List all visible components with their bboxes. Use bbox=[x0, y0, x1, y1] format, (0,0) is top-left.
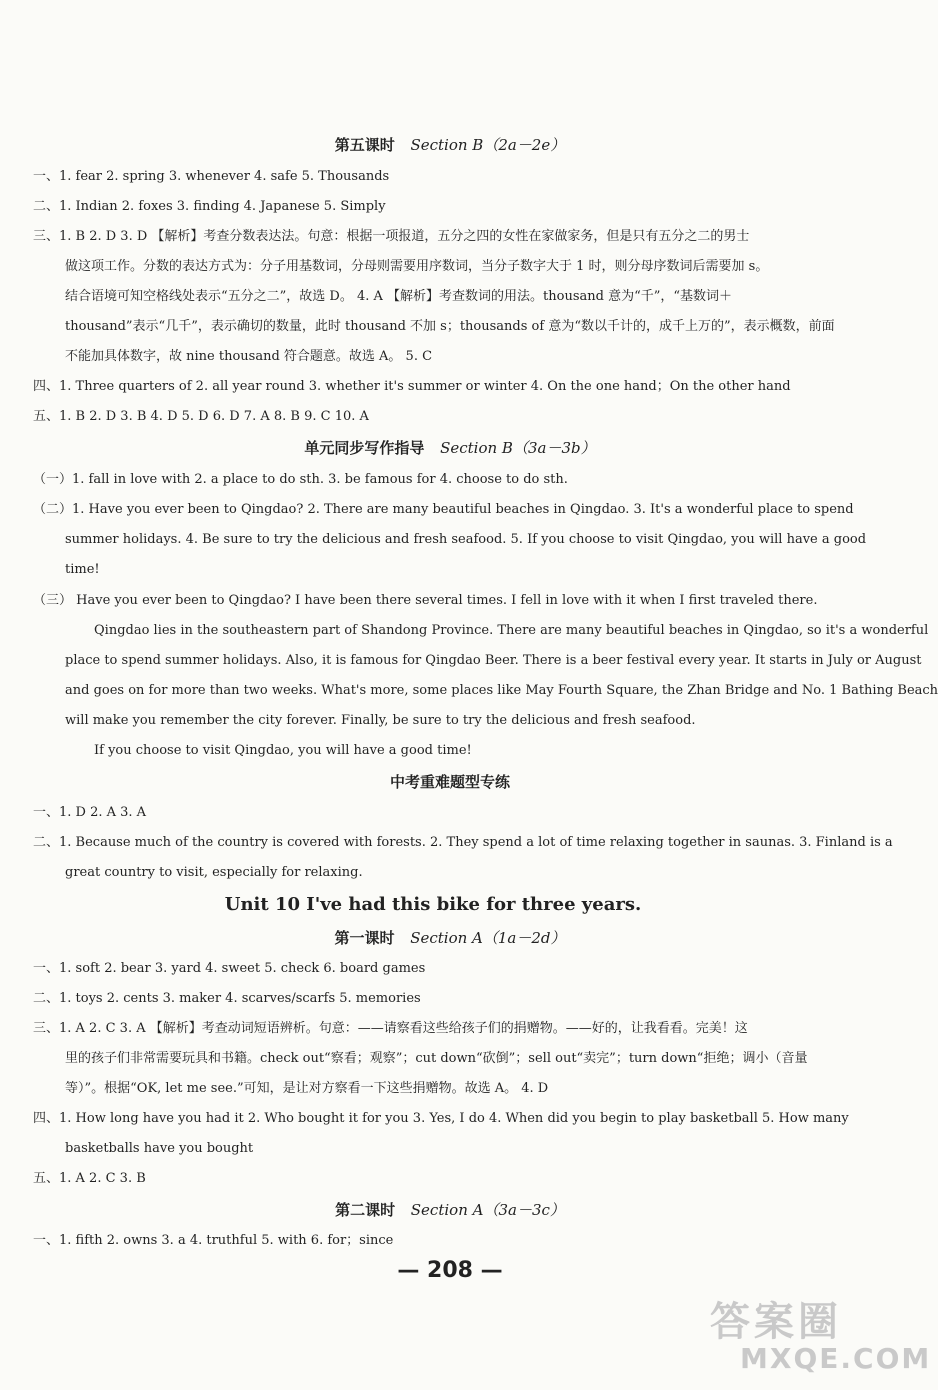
lesson2-title: 第二课时 bbox=[335, 1201, 396, 1219]
answer-line: 不能加具体数字，故 nine thousand 符合题意。故选 A。 5. C bbox=[65, 349, 433, 364]
lesson1-title: 第一课时 bbox=[334, 929, 395, 947]
watermark-logo bbox=[710, 1299, 932, 1380]
answer-line: 一、1. D 2. A 3. A bbox=[33, 805, 147, 820]
answer-line: 四、1. How long have you had it 2. Who bought it for you 3. Yes, I do 4. When did you begin to play basketball 5. How many bbox=[33, 1111, 849, 1126]
answer-line: 结合语境可知空格线处表示“五分之二”，故选 D。 4. A 【解析】考查数词的用法。thousand 意为“千”，“基数词＋ bbox=[65, 289, 733, 304]
answer-line: 里的孩子们非常需要玩具和书籍。check out“察看；观察”；cut down“砍倒”；sell out“卖完”；turn down“拒绝；调小（音量 bbox=[65, 1051, 808, 1066]
lesson5-section: Section B（2a－2e） bbox=[410, 136, 566, 154]
answer-line: basketballs have you bought bbox=[65, 1141, 254, 1156]
answer-line: 二、1. Indian 2. foxes 3. finding 4. Japanese 5. Simply bbox=[33, 199, 386, 214]
unit10-title: Unit 10 I've had this bike for three years. bbox=[224, 894, 642, 915]
answer-line: （二）1. Have you ever been to Qingdao? 2. There are many beautiful beaches in Qingdao. 3. It's a wonderful place to spend bbox=[33, 502, 854, 517]
essay-line: place to spend summer holidays. Also, it is famous for Qingdao Beer. There is a beer festival every year. It starts in July or August bbox=[65, 653, 922, 668]
answer-line: 四、1. Three quarters of 2. all year round 3. whether it's summer or winter 4. On the one hand；On the other hand bbox=[33, 379, 791, 394]
writing-title: 单元同步写作指导 bbox=[304, 439, 425, 457]
answer-line: 五、1. A 2. C 3. B bbox=[33, 1171, 146, 1186]
answer-line: time! bbox=[65, 562, 100, 577]
essay-line: If you choose to visit Qingdao, you will have a good time! bbox=[94, 743, 472, 758]
lesson5-heading bbox=[0, 136, 900, 154]
exam-title: 中考重难题型专练 bbox=[389, 773, 510, 791]
lesson2-heading bbox=[0, 1201, 900, 1219]
writing-heading bbox=[0, 439, 900, 457]
essay-line: （三） Have you ever been to Qingdao? I have been there several times. I fell in love with it when I first traveled there. bbox=[33, 593, 818, 608]
watermark-top: 答案圈 bbox=[710, 1299, 842, 1345]
answer-line: 一、1. fear 2. spring 3. whenever 4. safe 5. Thousands bbox=[33, 169, 390, 184]
answer-line: 五、1. B 2. D 3. B 4. D 5. D 6. D 7. A 8. B 9. C 10. A bbox=[33, 409, 369, 424]
answer-line: 等）”。根据“OK, let me see.”可知，是让对方察看一下这些捐赠物。故选 A。 4. D bbox=[65, 1081, 549, 1096]
essay-line: Qingdao lies in the southeastern part of Shandong Province. There are many beautiful beaches in Qingdao, so it's a wonderful bbox=[94, 623, 929, 638]
lesson1-heading bbox=[0, 929, 900, 947]
answer-line: （一）1. fall in love with 2. a place to do sth. 3. be famous for 4. choose to do sth. bbox=[33, 472, 568, 487]
lesson2-section: Section A（3a－3c） bbox=[410, 1201, 565, 1219]
answer-line: 二、1. toys 2. cents 3. maker 4. scarves/scarfs 5. memories bbox=[33, 991, 421, 1006]
answer-line: 三、1. A 2. C 3. A 【解析】考查动词短语辨析。句意：——请察看这些给孩子们的捐赠物。——好的，让我看看。完美！这 bbox=[33, 1021, 748, 1036]
essay-line: and goes on for more than two weeks. What's more, some places like May Fourth Square, the Zhan Bridge and No. 1 Bathing Beach bbox=[65, 683, 938, 698]
lesson1-section: Section A（1a－2d） bbox=[410, 929, 566, 947]
page-number: — 208 — bbox=[397, 1258, 503, 1283]
exam-heading bbox=[0, 773, 900, 791]
watermark-bottom: MXQE.COM bbox=[740, 1342, 932, 1375]
answer-line: 做这项工作。分数的表达方式为：分子用基数词，分母则需要用序数词，当分子数字大于 1 时，则分母序数词后需要加 s。 bbox=[65, 259, 769, 274]
answer-line: 一、1. fifth 2. owns 3. a 4. truthful 5. with 6. for；since bbox=[33, 1233, 394, 1248]
answer-line: summer holidays. 4. Be sure to try the delicious and fresh seafood. 5. If you choose to visit Qingdao, you will have a good bbox=[65, 532, 867, 547]
answer-line: 二、1. Because much of the country is covered with forests. 2. They spend a lot of time relaxing together in saunas. 3. Finland is a bbox=[33, 835, 893, 850]
essay-line: will make you remember the city forever. Finally, be sure to try the delicious and fresh seafood. bbox=[65, 713, 696, 728]
lesson5-title: 第五课时 bbox=[334, 136, 395, 154]
answer-line: thousand”表示“几千”，表示确切的数量，此时 thousand 不加 s；thousands of 意为“数以千计的，成千上万的”，表示概数，前面 bbox=[65, 319, 835, 334]
answer-line: 三、1. B 2. D 3. D 【解析】考查分数表达法。句意：根据一项报道，五分之四的女性在家做家务，但是只有五分之二的男士 bbox=[33, 229, 750, 244]
answer-line: great country to visit, especially for relaxing. bbox=[65, 865, 363, 880]
writing-section: Section B（3a－3b） bbox=[440, 439, 596, 457]
answer-line: 一、1. soft 2. bear 3. yard 4. sweet 5. check 6. board games bbox=[33, 961, 426, 976]
